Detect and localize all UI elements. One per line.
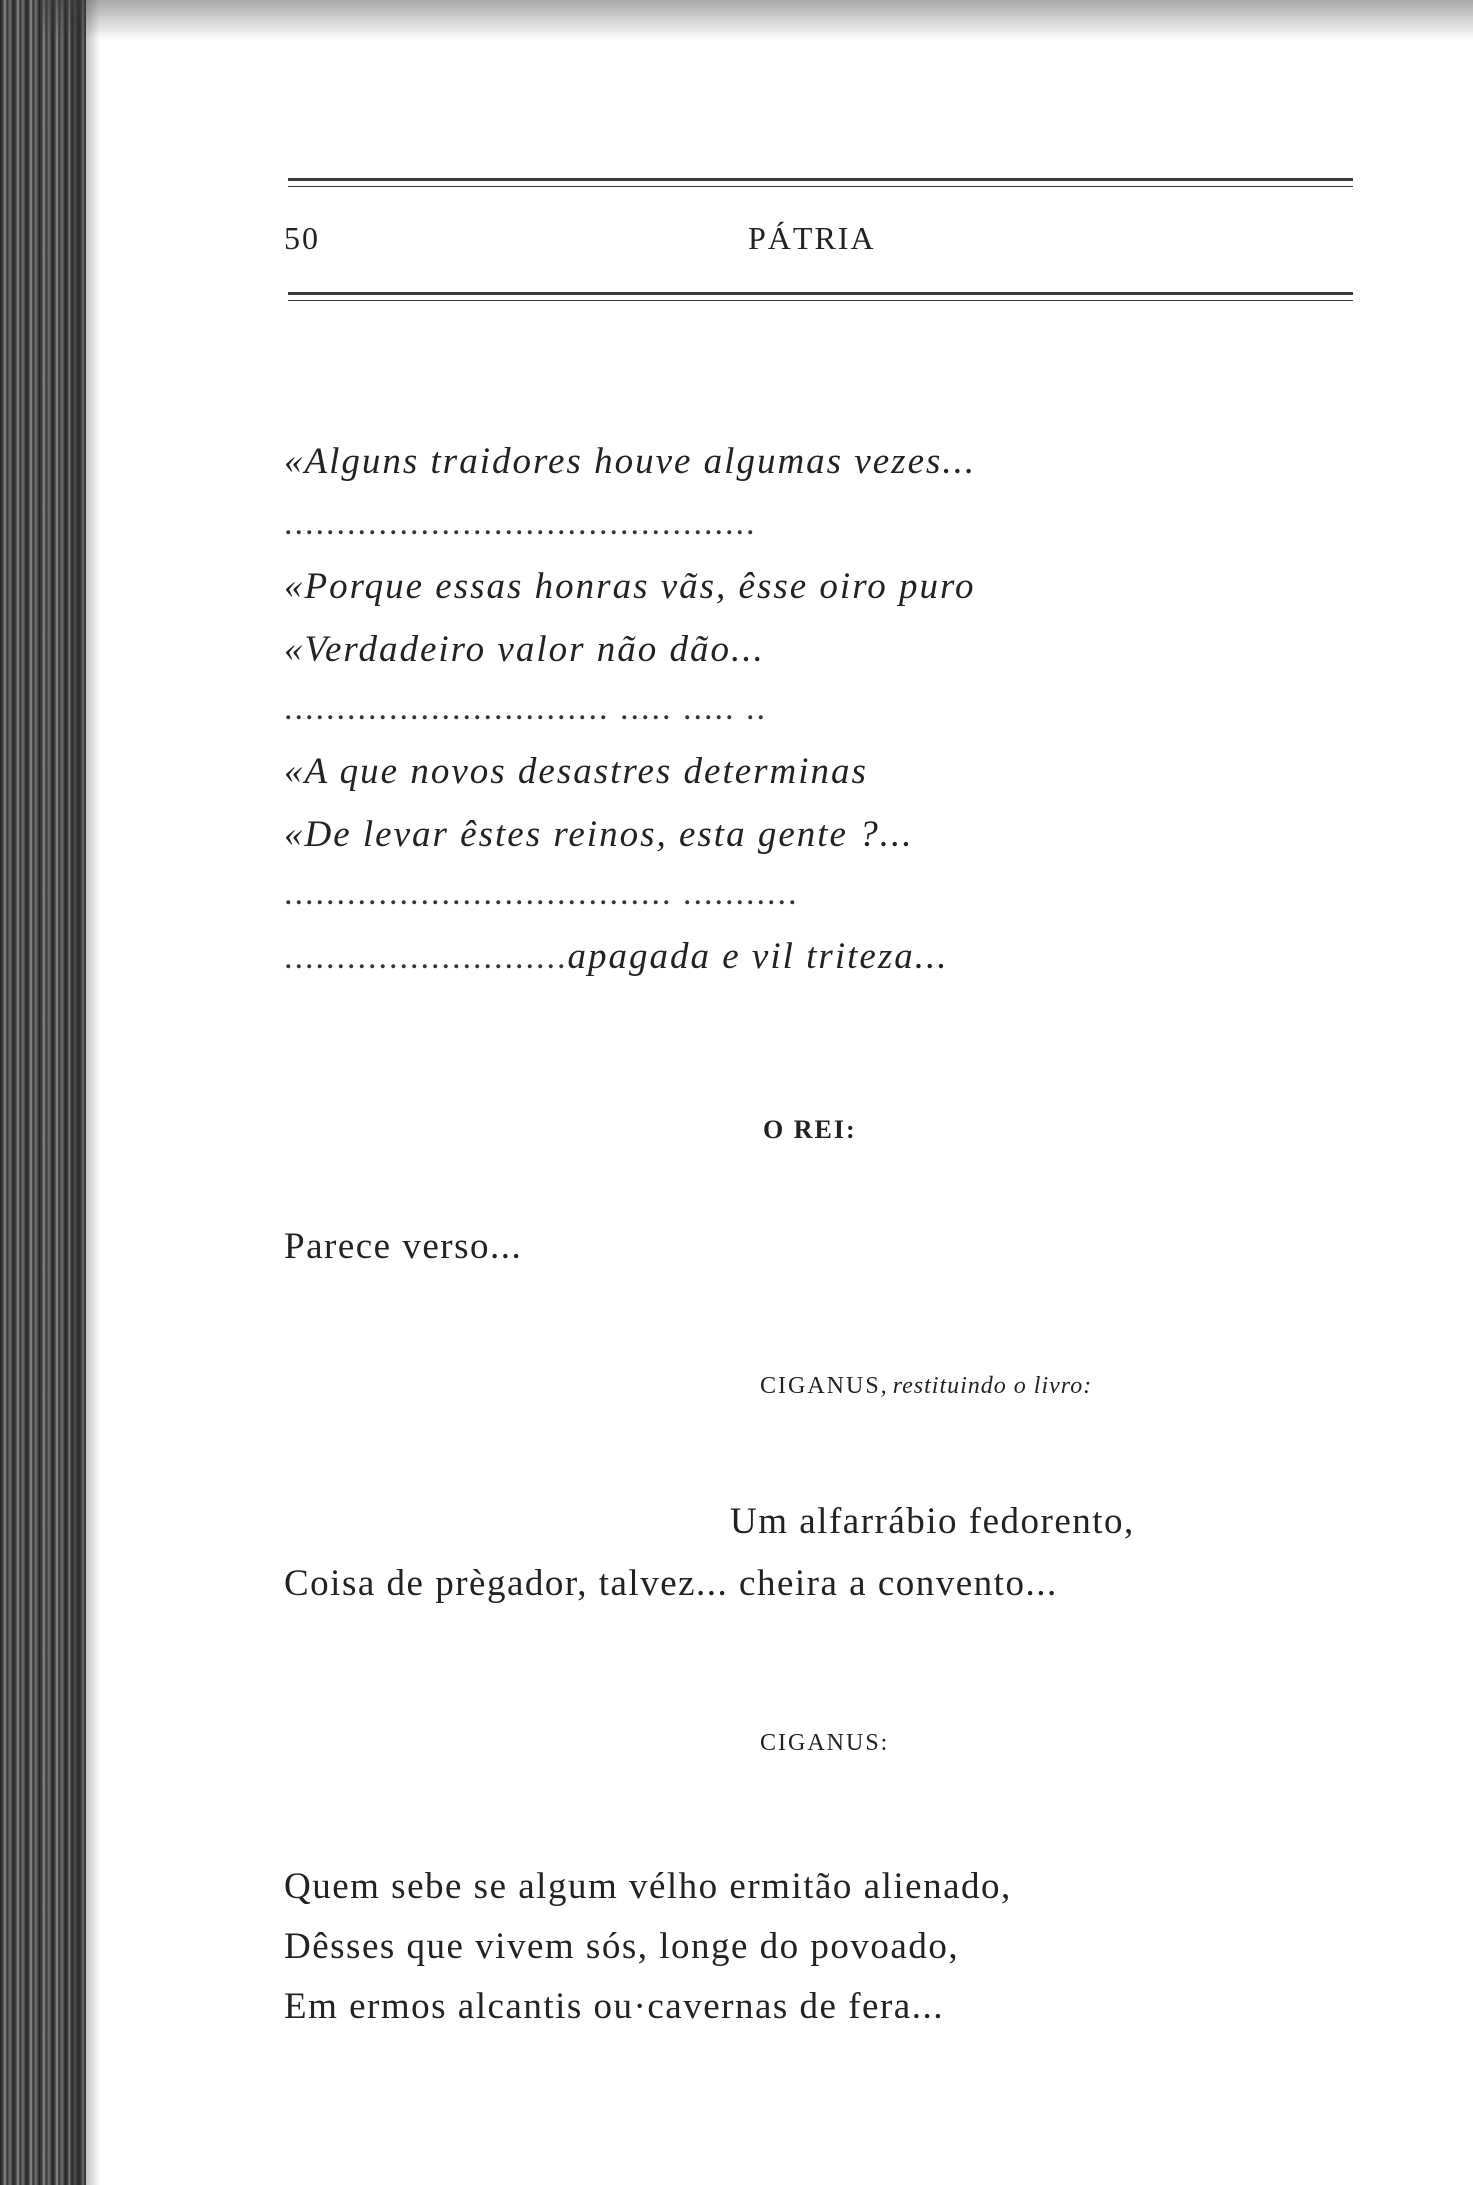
dialogue-line: Um alfarrábio fedorento, bbox=[730, 1501, 1135, 1542]
verse-line: «Alguns traidores houve algumas vezes... bbox=[284, 441, 977, 482]
header-rule-bottom-thick bbox=[288, 292, 1353, 295]
verse-ellipsis-row: ............................................. bbox=[284, 505, 757, 542]
header-rule-bottom-thin bbox=[288, 300, 1353, 301]
verse-ellipsis-row: ............................... ..... ..... .. bbox=[284, 690, 767, 727]
verse-leading-dots: ........................... bbox=[284, 939, 568, 976]
dialogue-line: Parece verso... bbox=[284, 1226, 523, 1267]
verse-line: «Porque essas honras vãs, êsse oiro puro bbox=[284, 566, 976, 607]
stage-direction: restituindo o livro: bbox=[892, 1373, 1093, 1399]
speaker-heading bbox=[760, 1373, 1092, 1400]
header-rule-top-thin bbox=[288, 186, 1353, 187]
verse-ellipsis-row: ..................................... ........... bbox=[284, 875, 799, 912]
verse-line-text: apagada e vil triteza... bbox=[567, 936, 949, 977]
header-rule-top-thick bbox=[288, 178, 1353, 181]
speaker-name: CIGANUS: bbox=[760, 1730, 890, 1756]
page-number: 50 bbox=[284, 220, 320, 256]
page-binding-fade bbox=[70, 0, 100, 2185]
dialogue-line: Em ermos alcantis ou·cavernas de fera... bbox=[284, 1986, 944, 2027]
dialogue-line: Dêsses que vivem sós, longe do povoado, bbox=[284, 1926, 960, 1967]
verse-line: «A que novos desastres determinas bbox=[284, 751, 868, 792]
speaker-name: CIGANUS, bbox=[760, 1373, 889, 1399]
verse-line-last bbox=[284, 935, 948, 978]
speaker-name: O REI: bbox=[763, 1115, 857, 1144]
verse-line: «Verdadeiro valor não dão... bbox=[284, 629, 765, 670]
verse-line: «De levar êstes reinos, esta gente ?... bbox=[284, 814, 914, 855]
dialogue-line: Coisa de prègador, talvez... cheira a convento... bbox=[284, 1563, 1058, 1604]
dialogue-line: Quem sebe se algum vélho ermitão alienado, bbox=[284, 1866, 1012, 1907]
page-top-shadow bbox=[40, 0, 1473, 40]
running-title: PÁTRIA bbox=[748, 220, 876, 256]
